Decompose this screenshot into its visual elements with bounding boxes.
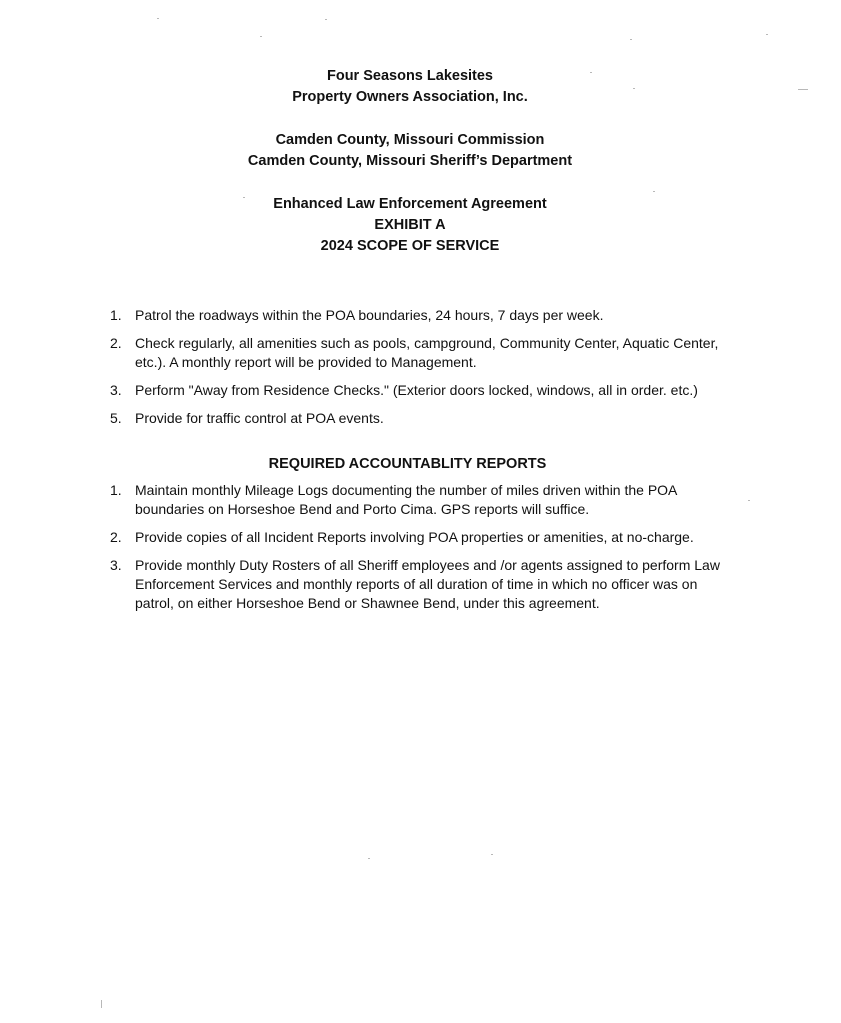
- item-text: Maintain monthly Mileage Logs documenting the number of miles driven within the POA boundaries on Horseshoe Bend and Porto Cima. GPS reports will suffice.: [135, 482, 677, 517]
- item-number: 5.: [110, 410, 122, 426]
- item-text: Provide for traffic control at POA events.: [135, 410, 384, 426]
- item-number: 3.: [110, 382, 122, 398]
- item-text: Provide copies of all Incident Reports involving POA properties or amenities, at no-charge.: [135, 529, 694, 545]
- sheriff-department: Camden County, Missouri Sheriff’s Department: [247, 153, 573, 169]
- list-item: [110, 481, 730, 519]
- government-heading: [0, 130, 820, 172]
- services-list: [110, 306, 730, 437]
- agreement-heading: [0, 194, 820, 257]
- item-number: 2.: [110, 529, 122, 545]
- item-text: Check regularly, all amenities such as pools, campground, Community Center, Aquatic Center, etc.). A monthly report will be provided to Management.: [135, 335, 719, 370]
- scan-speck: [243, 197, 245, 198]
- scan-speck: [260, 36, 262, 37]
- exhibit-label: EXHIBIT A: [374, 217, 446, 233]
- org-name: Four Seasons Lakesites: [326, 68, 493, 84]
- item-number: 1.: [110, 482, 122, 498]
- organization-heading: [0, 66, 820, 108]
- scan-speck: [491, 854, 493, 855]
- item-number: 2.: [110, 335, 122, 351]
- agreement-title: Enhanced Law Enforcement Agreement: [273, 196, 547, 212]
- list-item: [110, 528, 730, 547]
- scan-speck: [798, 89, 808, 90]
- county-commission: Camden County, Missouri Commission: [275, 132, 545, 148]
- scope-title: 2024 SCOPE OF SERVICE: [320, 238, 500, 254]
- scan-speck: [633, 88, 635, 89]
- list-item: [110, 409, 730, 428]
- scan-speck: [766, 34, 768, 35]
- item-text: Perform "Away from Residence Checks." (Exterior doors locked, windows, all in order. etc.): [135, 382, 698, 398]
- scan-speck: [748, 500, 750, 501]
- scan-speck: [368, 858, 370, 859]
- list-item: [110, 556, 730, 613]
- list-item: [110, 334, 730, 372]
- scan-speck: [101, 1000, 102, 1008]
- item-number: 3.: [110, 557, 122, 573]
- scan-speck: [325, 19, 327, 20]
- scan-speck: [653, 191, 655, 192]
- list-item: [110, 306, 730, 325]
- item-text: Provide monthly Duty Rosters of all Sheriff employees and /or agents assigned to perform Law Enforcement Services and monthly reports of all duration of time in which no officer was on patrol, on either Horseshoe Bend or Shawnee Bend, under this agreement.: [135, 557, 720, 611]
- list-item: [110, 381, 730, 400]
- scan-speck: [630, 39, 632, 40]
- scan-speck: [157, 18, 159, 19]
- item-text: Patrol the roadways within the POA boundaries, 24 hours, 7 days per week.: [135, 307, 604, 323]
- reports-list: [110, 481, 730, 622]
- reports-section-title: REQUIRED ACCOUNTABLITY REPORTS: [268, 456, 547, 472]
- scan-speck: [590, 72, 592, 73]
- org-full-name: Property Owners Association, Inc.: [292, 89, 528, 105]
- item-number: 1.: [110, 307, 122, 323]
